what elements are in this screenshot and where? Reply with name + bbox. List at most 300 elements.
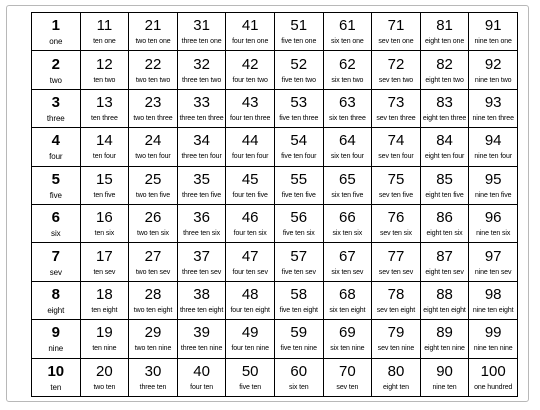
number-cell (469, 281, 518, 319)
number-word: eight ten nine (424, 345, 465, 353)
number-cell (323, 204, 372, 242)
number-word: ten four (92, 153, 116, 161)
number-word: eight ten eight (423, 306, 466, 314)
number-cell (177, 128, 226, 166)
number-value: 66 (339, 209, 356, 227)
number-word: nine ten sev (474, 268, 512, 276)
number-cell (372, 204, 421, 242)
number-word: four ten six (233, 230, 267, 238)
number-word: eight ten three (422, 114, 467, 122)
number-value: 14 (96, 132, 113, 150)
number-value: 46 (241, 209, 259, 227)
number-value: 77 (387, 247, 405, 265)
number-word: nine ten six (476, 230, 511, 238)
number-cell (226, 358, 275, 396)
number-value: 39 (193, 324, 210, 342)
number-word: ten (50, 382, 62, 392)
number-word: two ten three (133, 114, 173, 122)
number-word: five ten nine (280, 345, 317, 353)
number-word: four ten four (231, 153, 269, 161)
number-cell (469, 358, 518, 396)
number-word: eight (47, 305, 65, 315)
number-value: 98 (484, 285, 502, 303)
number-value: 49 (241, 324, 259, 342)
number-value: 59 (290, 324, 308, 342)
number-value: 72 (387, 55, 405, 73)
number-cell (80, 13, 129, 51)
number-value: 44 (241, 132, 259, 150)
number-cell (129, 358, 178, 396)
number-word: four ten two (232, 76, 268, 84)
number-value: 57 (290, 247, 308, 265)
number-cell (372, 166, 421, 204)
number-value: 93 (484, 93, 502, 111)
number-cell (372, 281, 421, 319)
number-cell (323, 89, 372, 127)
number-cell (32, 320, 81, 358)
number-cell (226, 204, 275, 242)
number-value: 97 (484, 247, 502, 265)
chart-row (32, 243, 518, 281)
number-value: 53 (290, 93, 308, 111)
number-value: 13 (96, 93, 113, 111)
number-word: five (49, 190, 62, 200)
number-cell (129, 51, 178, 89)
number-value: 73 (387, 93, 405, 111)
number-cell (32, 243, 81, 281)
number-value: 96 (484, 209, 502, 227)
number-cell (226, 51, 275, 89)
number-cell (80, 243, 129, 281)
number-value: 2 (51, 55, 60, 73)
number-value: 50 (241, 362, 259, 380)
number-word: six ten nine (330, 345, 365, 353)
number-cell (226, 166, 275, 204)
number-value: 21 (144, 17, 162, 35)
number-word: sev ten sev (378, 268, 414, 276)
number-word: four ten three (230, 114, 271, 122)
chart-row (32, 51, 518, 89)
number-cell (129, 204, 178, 242)
number-cell (469, 204, 518, 242)
number-value: 18 (96, 285, 113, 303)
number-cell (469, 51, 518, 89)
number-cell (274, 281, 323, 319)
chart-row (32, 281, 518, 319)
number-word: three ten sev (181, 268, 222, 276)
number-word: two ten eight (133, 306, 173, 314)
number-cell (129, 128, 178, 166)
number-cell (420, 358, 469, 396)
number-value: 7 (51, 247, 60, 265)
number-value: 38 (193, 285, 210, 303)
number-value: 15 (96, 170, 113, 188)
number-cell (469, 243, 518, 281)
number-cell (323, 281, 372, 319)
number-cell (129, 243, 178, 281)
number-cell (420, 51, 469, 89)
number-value: 25 (144, 170, 162, 188)
number-word: two ten one (135, 38, 171, 46)
number-value: 65 (339, 170, 356, 188)
number-cell (80, 89, 129, 127)
number-value: 30 (144, 362, 162, 380)
number-cell (372, 51, 421, 89)
number-word: five ten one (281, 38, 317, 46)
number-value: 1 (51, 17, 60, 35)
number-cell (372, 13, 421, 51)
number-word: six ten two (331, 76, 364, 84)
number-cell (274, 166, 323, 204)
number-word: five ten three (279, 114, 319, 122)
number-value: 36 (193, 209, 210, 227)
number-value: 61 (339, 17, 356, 35)
number-value: 22 (144, 55, 162, 73)
number-cell (32, 358, 81, 396)
chart-row (32, 166, 518, 204)
number-cell (129, 13, 178, 51)
number-word: sev ten three (376, 114, 416, 122)
number-word: six ten one (330, 38, 364, 46)
number-value: 20 (96, 362, 113, 380)
number-cell (80, 281, 129, 319)
number-value: 89 (436, 324, 453, 342)
number-word: five ten five (281, 191, 316, 199)
number-value: 4 (51, 132, 60, 150)
number-cell (177, 358, 226, 396)
number-word: sev ten five (378, 191, 414, 199)
number-word: two ten (93, 383, 116, 391)
number-word: six (51, 229, 61, 239)
number-value: 40 (193, 362, 210, 380)
number-cell (226, 89, 275, 127)
number-cell (177, 51, 226, 89)
number-value: 60 (290, 362, 308, 380)
number-value: 16 (96, 209, 113, 227)
number-word: two ten nine (134, 345, 172, 353)
number-cell (80, 51, 129, 89)
number-value: 64 (339, 132, 356, 150)
number-word: sev ten four (378, 153, 414, 161)
number-cell (420, 128, 469, 166)
chart-body (32, 13, 518, 397)
number-cell (129, 89, 178, 127)
number-word: ten six (94, 230, 115, 238)
number-word: nine ten eight (472, 306, 514, 314)
number-value: 10 (47, 362, 65, 380)
number-word: five ten two (281, 76, 316, 84)
number-word: six ten three (328, 114, 366, 122)
number-value: 67 (339, 247, 356, 265)
number-word: nine ten (432, 383, 457, 391)
number-value: 76 (387, 209, 405, 227)
number-value: 94 (484, 132, 502, 150)
number-word: three ten three (179, 114, 224, 122)
number-value: 26 (144, 209, 162, 227)
number-word: sev ten nine (377, 345, 415, 353)
number-word: eight ten one (424, 38, 465, 46)
number-word: five ten eight (279, 306, 318, 314)
number-value: 91 (484, 17, 502, 35)
number-value: 58 (290, 285, 308, 303)
number-word: three ten two (181, 76, 222, 84)
number-word: three ten five (182, 191, 222, 199)
number-word: ten eight (91, 306, 118, 314)
number-word: eight ten sev (425, 268, 464, 276)
number-value: 47 (241, 247, 259, 265)
number-cell (469, 89, 518, 127)
number-value: 34 (193, 132, 210, 150)
number-value: 69 (339, 324, 356, 342)
number-value: 51 (290, 17, 308, 35)
number-cell (372, 358, 421, 396)
number-value: 11 (96, 17, 113, 35)
number-value: 100 (480, 362, 506, 380)
number-word: three ten eight (179, 306, 224, 314)
number-cell (274, 89, 323, 127)
number-value: 8 (51, 285, 60, 303)
chart-row (32, 320, 518, 358)
number-value: 80 (387, 362, 405, 380)
number-word: sev ten eight (376, 306, 416, 314)
number-cell (226, 320, 275, 358)
number-word: five ten (239, 383, 262, 391)
number-value: 63 (339, 93, 356, 111)
number-word: eight ten two (425, 76, 464, 84)
number-word: four ten eight (230, 306, 270, 314)
number-cell (80, 128, 129, 166)
number-word: nine ten nine (473, 345, 513, 353)
number-value: 83 (436, 93, 453, 111)
number-cell (420, 204, 469, 242)
number-value: 43 (241, 93, 259, 111)
number-word: nine ten four (474, 153, 512, 161)
number-word: sev ten one (378, 38, 414, 46)
number-cell (177, 320, 226, 358)
number-value: 32 (193, 55, 210, 73)
number-word: one hundred (474, 383, 513, 391)
number-value: 9 (51, 324, 60, 342)
number-value: 84 (436, 132, 453, 150)
number-word: sev ten (336, 383, 359, 391)
number-word: four ten five (232, 191, 268, 199)
number-word: five ten six (282, 230, 315, 238)
number-word: two ten sev (135, 268, 171, 276)
number-cell (32, 128, 81, 166)
number-value: 81 (436, 17, 453, 35)
number-cell (80, 320, 129, 358)
number-cell (420, 320, 469, 358)
number-value: 54 (290, 132, 308, 150)
number-value: 88 (436, 285, 453, 303)
number-word: four ten sev (232, 268, 268, 276)
number-value: 28 (144, 285, 162, 303)
number-cell (177, 166, 226, 204)
number-cell (420, 13, 469, 51)
number-value: 87 (436, 247, 453, 265)
number-cell (177, 281, 226, 319)
number-cell (177, 243, 226, 281)
number-value: 29 (144, 324, 162, 342)
number-value: 55 (290, 170, 308, 188)
number-cell (32, 166, 81, 204)
number-value: 42 (241, 55, 259, 73)
number-cell (177, 13, 226, 51)
number-word: three ten nine (180, 345, 223, 353)
number-cell (372, 320, 421, 358)
number-value: 35 (193, 170, 210, 188)
number-value: 56 (290, 209, 308, 227)
number-cell (323, 51, 372, 89)
number-word: nine ten one (474, 38, 512, 46)
number-value: 82 (436, 55, 453, 73)
number-word: six ten four (330, 153, 364, 161)
number-cell (420, 281, 469, 319)
number-value: 86 (436, 209, 453, 227)
number-word: ten five (93, 191, 116, 199)
number-value: 78 (387, 285, 405, 303)
number-value: 71 (387, 17, 405, 35)
number-cell (226, 243, 275, 281)
number-word: three ten four (181, 153, 222, 161)
chart-row (32, 13, 518, 51)
number-cell (80, 204, 129, 242)
number-word: nine ten five (474, 191, 512, 199)
number-value: 27 (144, 247, 162, 265)
number-value: 62 (339, 55, 356, 73)
number-word: eight ten four (424, 153, 465, 161)
number-cell (372, 89, 421, 127)
number-cell (420, 166, 469, 204)
number-value: 3 (51, 93, 60, 111)
number-word: two (49, 75, 62, 85)
number-cell (469, 320, 518, 358)
number-word: nine ten two (474, 76, 512, 84)
number-cell (323, 13, 372, 51)
number-word: ten two (93, 76, 116, 84)
number-cell (323, 166, 372, 204)
chart-row (32, 128, 518, 166)
number-word: ten sev (93, 268, 116, 276)
number-word: six ten sev (331, 268, 364, 276)
number-word: four ten nine (231, 345, 269, 353)
number-word: four (49, 152, 63, 162)
number-cell (32, 51, 81, 89)
number-word: three ten (139, 383, 167, 391)
number-cell (32, 13, 81, 51)
number-cell (80, 166, 129, 204)
number-cell (274, 358, 323, 396)
number-value: 37 (193, 247, 210, 265)
number-value: 19 (96, 324, 113, 342)
number-word: three ten six (183, 230, 220, 238)
number-value: 5 (51, 170, 60, 188)
number-cell (323, 243, 372, 281)
number-word: eight ten (382, 383, 409, 391)
number-word: three (46, 113, 65, 123)
number-word: five ten sev (281, 268, 316, 276)
number-word: six ten five (331, 191, 364, 199)
number-word: eight ten six (426, 230, 463, 238)
number-word: two ten two (135, 76, 171, 84)
number-cell (129, 320, 178, 358)
number-cell (274, 204, 323, 242)
number-value: 41 (241, 17, 259, 35)
number-word: six ten six (332, 230, 363, 238)
number-value: 99 (484, 324, 502, 342)
number-cell (274, 51, 323, 89)
number-cell (226, 281, 275, 319)
number-value: 48 (241, 285, 259, 303)
number-cell (129, 281, 178, 319)
number-word: four ten (190, 383, 214, 391)
number-value: 31 (193, 17, 210, 35)
number-value: 23 (144, 93, 162, 111)
number-word: three ten one (181, 38, 222, 46)
number-cell (32, 281, 81, 319)
number-cell (323, 320, 372, 358)
number-word: two ten six (136, 230, 169, 238)
hundred-chart (31, 12, 518, 397)
number-value: 90 (436, 362, 453, 380)
number-value: 17 (96, 247, 113, 265)
number-cell (226, 128, 275, 166)
number-cell (420, 243, 469, 281)
number-value: 33 (193, 93, 210, 111)
number-word: five ten four (281, 153, 317, 161)
number-cell (80, 358, 129, 396)
number-value: 70 (339, 362, 356, 380)
number-value: 6 (51, 209, 60, 227)
number-word: four ten one (232, 38, 269, 46)
chart-row (32, 204, 518, 242)
number-value: 85 (436, 170, 453, 188)
number-word: ten nine (92, 345, 117, 353)
number-cell (420, 89, 469, 127)
number-value: 24 (144, 132, 162, 150)
number-cell (469, 166, 518, 204)
number-cell (323, 358, 372, 396)
number-value: 79 (387, 324, 405, 342)
number-word: two ten four (135, 153, 171, 161)
number-cell (32, 204, 81, 242)
number-word: six ten eight (329, 306, 366, 314)
number-value: 95 (484, 170, 502, 188)
number-word: ten one (93, 38, 116, 46)
number-word: ten three (91, 114, 118, 122)
number-word: one (49, 37, 63, 47)
number-cell (372, 128, 421, 166)
number-cell (274, 320, 323, 358)
number-cell (32, 89, 81, 127)
number-word: two ten five (135, 191, 171, 199)
number-value: 52 (290, 55, 308, 73)
number-cell (129, 166, 178, 204)
number-cell (274, 243, 323, 281)
number-value: 75 (387, 170, 405, 188)
number-word: nine (48, 344, 64, 354)
number-cell (274, 13, 323, 51)
number-cell (469, 13, 518, 51)
number-cell (226, 13, 275, 51)
chart-row (32, 89, 518, 127)
number-word: nine ten three (472, 114, 514, 122)
number-word: six ten (289, 383, 309, 391)
number-cell (372, 243, 421, 281)
number-value: 74 (387, 132, 405, 150)
number-word: sev ten two (378, 76, 414, 84)
number-cell (177, 89, 226, 127)
